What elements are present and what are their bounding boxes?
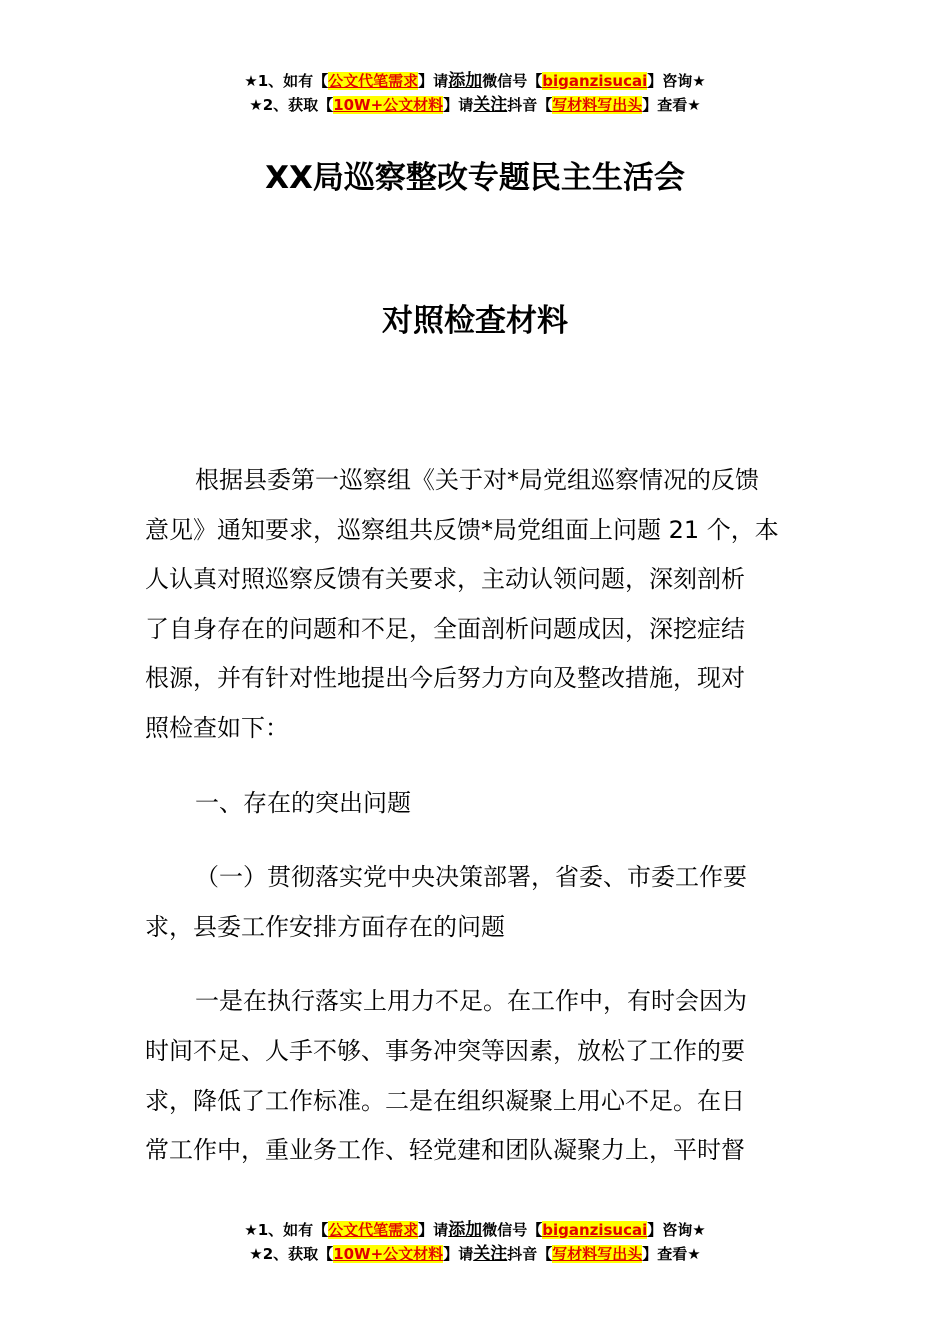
paragraph [145,977,815,1175]
banner-line-2: ★2、获取【10W+公文材料】请关注抖音【写材料写出头】查看★ [249,95,701,115]
text-line: 求，降低了工作标准。二是在组织凝聚上用心不足。在日 [145,1086,745,1115]
text-line: 了自身存在的问题和不足，全面剖析问题成因，深挖症结 [145,614,745,643]
header-banner [0,69,950,117]
text-line: 时间不足、人手不够、事务冲突等因素，放松了工作的要 [145,1036,745,1065]
text-line: 根据县委第一巡察组《关于对*局党组巡察情况的反馈 [195,466,759,494]
banner-line-1: ★1、如有【公文代笔需求】请添加微信号【biganzisucai】咨询★ [244,1220,706,1240]
text-line: 一、存在的突出问题 [195,788,411,817]
paragraph [145,456,815,754]
document-body [145,456,815,1201]
paragraph [145,853,815,952]
document-title: XX局巡察整改专题民主生活会 [265,160,685,196]
text-line: 照检查如下： [145,713,289,742]
text-line: 一是在执行落实上用力不足。在工作中，有时会因为 [195,987,747,1016]
banner-line-2: ★2、获取【10W+公文材料】请关注抖音【写材料写出头】查看★ [249,1244,701,1264]
document-subtitle: 对照检查材料 [382,303,568,339]
text-line: 常工作中，重业务工作、轻党建和团队凝聚力上，平时督 [145,1136,745,1165]
text-line: 人认真对照巡察反馈有关要求，主动认领问题，深刻剖析 [145,565,745,594]
banner-line-1: ★1、如有【公文代笔需求】请添加微信号【biganzisucai】咨询★ [244,71,706,91]
paragraph [145,779,815,829]
footer-banner [0,1218,950,1266]
text-line: 意见》通知要求，巡察组共反馈*局党组面上问题 21 个，本 [145,515,779,544]
text-line: 求，县委工作安排方面存在的问题 [145,912,505,941]
text-line: （一）贯彻落实党中央决策部署，省委、市委工作要 [195,863,747,892]
text-line: 根源，并有针对性地提出今后努力方向及整改措施，现对 [145,664,745,693]
